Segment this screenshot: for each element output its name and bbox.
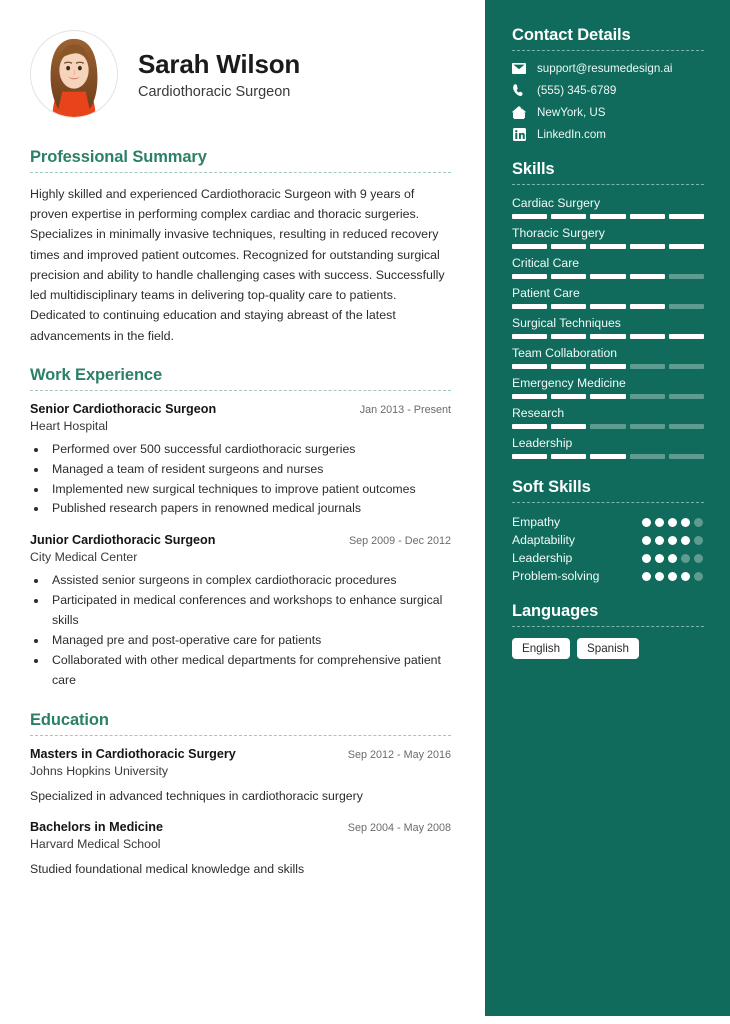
contact-value: (555) 345-6789 (537, 84, 617, 97)
rating-dot (694, 572, 703, 581)
rating-dot (642, 536, 651, 545)
skill-level-bar (512, 304, 704, 309)
entry-date: Sep 2012 - May 2016 (347, 748, 451, 761)
section-divider (512, 50, 704, 51)
section-divider (512, 184, 704, 185)
skill-segment (669, 334, 704, 339)
section-heading: Skills (512, 160, 555, 178)
skill-row (512, 436, 704, 459)
language-badge: Spanish (577, 638, 639, 659)
soft-skill-label: Empathy (512, 515, 561, 529)
rating-dot (668, 518, 677, 527)
entry-title: Bachelors in Medicine (30, 819, 163, 834)
section-divider (512, 626, 704, 627)
skill-label: Research (512, 406, 565, 420)
entry-title: Junior Cardiothoracic Surgeon (30, 533, 216, 548)
skill-level-bar (512, 214, 704, 219)
skill-segment (551, 334, 586, 339)
skill-segment (551, 304, 586, 309)
rating-dot (642, 572, 651, 581)
skill-level-bar (512, 244, 704, 249)
soft-skill-label: Adaptability (512, 533, 576, 547)
section-divider (512, 502, 704, 503)
entry-bullet-list (48, 571, 451, 690)
entry-organization: Heart Hospital (30, 418, 108, 433)
bullet-item: • Implemented new surgical techniques to improve patient outcomes (48, 480, 451, 500)
soft-skill-label: Problem-solving (512, 569, 600, 583)
soft-skill-row (512, 532, 704, 547)
skill-row (512, 286, 704, 309)
entry-header (30, 402, 451, 416)
skill-segment (669, 214, 704, 219)
rating-dot (694, 554, 703, 563)
section-soft-skills (512, 478, 704, 583)
rating-dot (642, 554, 651, 563)
education-entry (30, 820, 451, 879)
phone-icon (512, 84, 526, 97)
bullet-item: • Performed over 500 successful cardiothoracic surgeries (48, 440, 451, 460)
entry-date: Sep 2009 - Dec 2012 (348, 535, 451, 548)
entry-header (30, 820, 451, 834)
education-entry (30, 747, 451, 806)
soft-skill-rating (642, 550, 704, 563)
skill-segment (630, 394, 665, 399)
soft-skill-rating (642, 568, 704, 581)
section-heading: Contact Details (512, 26, 631, 44)
entry-date: Jan 2013 - Present (359, 403, 451, 416)
section-heading: Soft Skills (512, 478, 591, 496)
skill-segment (512, 304, 547, 309)
envelope-icon (512, 63, 526, 74)
contact-value: NewYork, US (537, 106, 606, 119)
sidebar (485, 0, 730, 1016)
skill-row (512, 376, 704, 399)
skill-segment (669, 274, 704, 279)
skill-label: Patient Care (512, 286, 580, 300)
section-divider (30, 172, 451, 173)
rating-dot (655, 536, 664, 545)
job-title: Cardiothoracic Surgeon (138, 84, 291, 101)
contact-list (512, 62, 704, 141)
skill-segment (551, 274, 586, 279)
bullet-item: • Managed pre and post-operative care for patients (48, 631, 451, 651)
entry-organization: City Medical Center (30, 550, 138, 565)
section-heading: Education (30, 710, 109, 729)
skill-level-bar (512, 364, 704, 369)
section-divider (30, 390, 451, 391)
entry-description: Studied foundational medical knowledge and skills (30, 861, 305, 876)
section-heading: Professional Summary (30, 148, 207, 166)
page-title: Sarah Wilson (138, 48, 301, 79)
entry-header (30, 533, 451, 547)
soft-skill-label: Leadership (512, 551, 573, 565)
languages-list (512, 638, 704, 659)
bullet-item: • Collaborated with other medical departments for comprehensive patient care (48, 651, 451, 691)
skill-label: Emergency Medicine (512, 376, 626, 390)
resume-header (30, 30, 451, 118)
rating-dot (681, 572, 690, 581)
skill-segment (669, 394, 704, 399)
skill-segment (512, 394, 547, 399)
name-block (138, 48, 300, 101)
section-work-experience (30, 366, 451, 691)
skill-label: Surgical Techniques (512, 316, 621, 330)
soft-skills-list (512, 514, 704, 583)
skill-level-bar (512, 334, 704, 339)
rating-dot (681, 536, 690, 545)
skill-segment (669, 304, 704, 309)
skill-row (512, 226, 704, 249)
contact-item[interactable] (512, 106, 704, 119)
skill-segment (512, 274, 547, 279)
skill-label: Critical Care (512, 256, 580, 270)
section-heading: Languages (512, 602, 599, 620)
skill-segment (590, 334, 625, 339)
soft-skill-rating (642, 532, 704, 545)
skill-label: Team Collaboration (512, 346, 618, 360)
skill-row (512, 256, 704, 279)
skill-row (512, 346, 704, 369)
skill-segment (669, 454, 704, 459)
education-list (30, 747, 451, 879)
skill-segment (551, 454, 586, 459)
skills-list (512, 196, 704, 459)
skill-segment (551, 394, 586, 399)
skill-segment (512, 424, 547, 429)
entry-title: Senior Cardiothoracic Surgeon (30, 401, 217, 416)
skill-segment (512, 214, 547, 219)
skill-segment (551, 424, 586, 429)
skill-segment (512, 334, 547, 339)
profile-photo-illustration (31, 31, 117, 117)
entry-header (30, 747, 451, 761)
skill-segment (669, 424, 704, 429)
section-professional-summary (30, 148, 451, 346)
skill-segment (590, 244, 625, 249)
bullet-item: • Participated in medical conferences and workshops to enhance surgical skills (48, 591, 451, 631)
skill-segment (551, 244, 586, 249)
skill-segment (590, 454, 625, 459)
skill-segment (590, 214, 625, 219)
soft-skill-row (512, 514, 704, 529)
home-icon (512, 106, 526, 119)
skill-level-bar (512, 394, 704, 399)
skill-segment (590, 274, 625, 279)
contact-value: support@resumedesign.ai (537, 62, 673, 75)
skill-row (512, 196, 704, 219)
entry-organization: Johns Hopkins University (30, 763, 169, 778)
work-entry (30, 402, 451, 520)
summary-text: Highly skilled and experienced Cardiothoracic Surgeon with 9 years of proven expertise in performing complex cardiac and thoracic surgeries. Specializes in minimally invasive techniques, resulting in reduced recovery times and improved patient outcomes. Recognized for outstanding surgical precision and ability to handle challenging cases with success. Successfully led multidisciplinary teams in delivering top-quality care to patients. Dedicated to continuing education and staying abreast of the latest advancements in the field. (30, 187, 445, 343)
skill-segment (630, 334, 665, 339)
entry-description: Specialized in advanced techniques in cardiothoracic surgery (30, 788, 363, 803)
rating-dot (655, 554, 664, 563)
section-languages (512, 602, 704, 659)
contact-item[interactable] (512, 62, 704, 75)
entry-date: Sep 2004 - May 2008 (347, 821, 451, 834)
contact-item[interactable] (512, 128, 704, 141)
skill-segment (512, 364, 547, 369)
bullet-item: • Assisted senior surgeons in complex cardiothoracic procedures (48, 571, 451, 591)
skill-segment (630, 424, 665, 429)
skill-label: Leadership (512, 436, 573, 450)
skill-segment (669, 364, 704, 369)
section-education (30, 711, 451, 879)
skill-segment (551, 364, 586, 369)
rating-dot (655, 572, 664, 581)
skill-label: Thoracic Surgery (512, 226, 605, 240)
skill-segment (669, 244, 704, 249)
skill-segment (590, 424, 625, 429)
contact-value: LinkedIn.com (537, 128, 606, 141)
skill-level-bar (512, 454, 704, 459)
bullet-item: • Published research papers in renowned medical journals (48, 499, 451, 519)
skill-label: Cardiac Surgery (512, 196, 601, 210)
skill-segment (590, 394, 625, 399)
skill-segment (630, 304, 665, 309)
skill-segment (630, 244, 665, 249)
bullet-item: • Managed a team of resident surgeons and nurses (48, 460, 451, 480)
skill-segment (630, 274, 665, 279)
skill-level-bar (512, 424, 704, 429)
avatar (30, 30, 118, 118)
section-heading: Work Experience (30, 365, 163, 384)
work-entry (30, 533, 451, 690)
rating-dot (694, 518, 703, 527)
section-skills (512, 160, 704, 459)
skill-segment (590, 364, 625, 369)
skill-segment (590, 304, 625, 309)
rating-dot (668, 554, 677, 563)
skill-segment (512, 244, 547, 249)
rating-dot (642, 518, 651, 527)
entry-bullet-list (48, 440, 451, 520)
rating-dot (681, 554, 690, 563)
soft-skill-row (512, 550, 704, 565)
contact-item[interactable] (512, 84, 704, 97)
skill-segment (630, 364, 665, 369)
skill-row (512, 316, 704, 339)
rating-dot (681, 518, 690, 527)
rating-dot (668, 572, 677, 581)
skill-row (512, 406, 704, 429)
linkedin-icon (512, 128, 526, 141)
soft-skill-rating (642, 514, 704, 527)
rating-dot (655, 518, 664, 527)
language-badge: English (512, 638, 570, 659)
skill-level-bar (512, 274, 704, 279)
rating-dot (668, 536, 677, 545)
skill-segment (630, 454, 665, 459)
section-contact-details (512, 26, 704, 141)
skill-segment (512, 454, 547, 459)
section-divider (30, 735, 451, 736)
work-experience-list (30, 402, 451, 691)
entry-organization: Harvard Medical School (30, 836, 161, 851)
entry-title: Masters in Cardiothoracic Surgery (30, 746, 236, 761)
soft-skill-row (512, 568, 704, 583)
skill-segment (551, 214, 586, 219)
skill-segment (630, 214, 665, 219)
rating-dot (694, 536, 703, 545)
